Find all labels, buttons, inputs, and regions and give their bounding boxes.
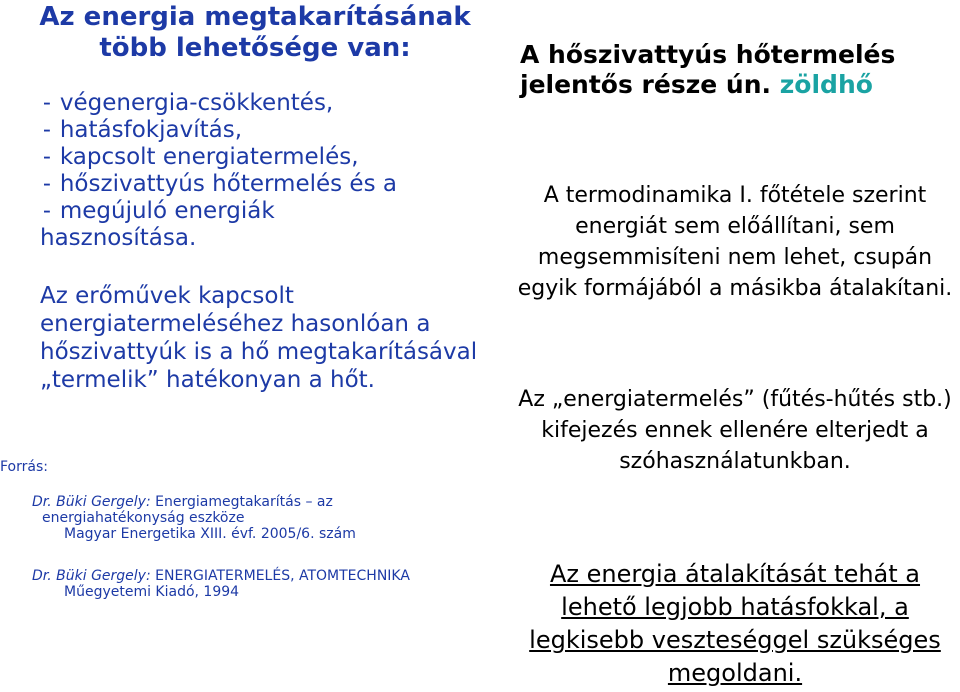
list-item-text: kapcsolt energiatermelés, bbox=[59, 144, 359, 170]
list-item-text: végenergia-csökkentés, bbox=[59, 90, 334, 116]
thermodynamics-paragraph: A termodinamika I. főtétele szerint energiát sem előállítani, sem megsemmisíteni nem lehet, csupán egyik formájából a másikba átalakítani. bbox=[517, 183, 953, 301]
dash-bullet: - bbox=[40, 117, 54, 143]
reference-1 bbox=[32, 494, 482, 542]
reference-line3: Műegyetemi Kiadó, 1994 bbox=[64, 584, 240, 600]
source-label: Forrás: bbox=[0, 459, 48, 475]
energy-saving-list bbox=[40, 90, 480, 252]
dash-bullet: - bbox=[40, 171, 54, 197]
left-paragraph: Az erőművek kapcsolt energiatermeléséhez hasonlóan a hőszivattyúk is a hő megtakarításával „termelik” hatékonyan a hőt. bbox=[40, 283, 478, 393]
list-item bbox=[40, 198, 480, 225]
reference-line3: Magyar Energetika XIII. évf. 2005/6. szám bbox=[64, 526, 356, 542]
reference-title: ENERGIATERMELÉS, ATOMTECHNIKA bbox=[155, 568, 410, 584]
right-heading bbox=[520, 40, 960, 100]
list-item bbox=[40, 90, 480, 117]
list-item bbox=[40, 117, 480, 144]
left-title-line2: több lehetősége van: bbox=[99, 33, 411, 63]
right-heading-accent: zöldhő bbox=[779, 70, 873, 99]
energy-production-paragraph: Az „energiatermelés” (fűtés-hűtés stb.) kifejezés ennek ellenére elterjedt a szóhasználatunkban. bbox=[518, 387, 952, 474]
reference-author: Dr. Büki Gergely: bbox=[32, 568, 151, 584]
reference-line2: energiahatékonyság eszköze bbox=[42, 510, 245, 526]
list-item-text: megújuló energiák bbox=[59, 198, 275, 224]
left-title-line1: Az energia megtakarításának bbox=[39, 2, 471, 32]
list-item-text: hatásfokjavítás, bbox=[59, 117, 243, 143]
reference-title: Energiamegtakarítás – az bbox=[155, 494, 333, 510]
right-heading-main: A hőszivattyús hőtermelés jelentős része ún. bbox=[520, 40, 896, 99]
dash-bullet: - bbox=[40, 144, 54, 170]
reference-2 bbox=[32, 568, 482, 600]
list-item bbox=[40, 171, 480, 198]
dash-bullet: - bbox=[40, 90, 54, 116]
list-item-text: hőszivattyús hőtermelés és a bbox=[59, 171, 397, 197]
conclusion-paragraph: Az energia átalakítását tehát a lehető legjobb hatásfokkal, a legkisebb veszteséggel szükséges megoldani. bbox=[529, 560, 941, 687]
reference-author: Dr. Büki Gergely: bbox=[32, 494, 151, 510]
left-title bbox=[20, 2, 490, 64]
dash-bullet: - bbox=[40, 198, 54, 224]
list-item-continuation: hasznosítása. bbox=[40, 225, 197, 251]
list-item bbox=[40, 144, 480, 171]
